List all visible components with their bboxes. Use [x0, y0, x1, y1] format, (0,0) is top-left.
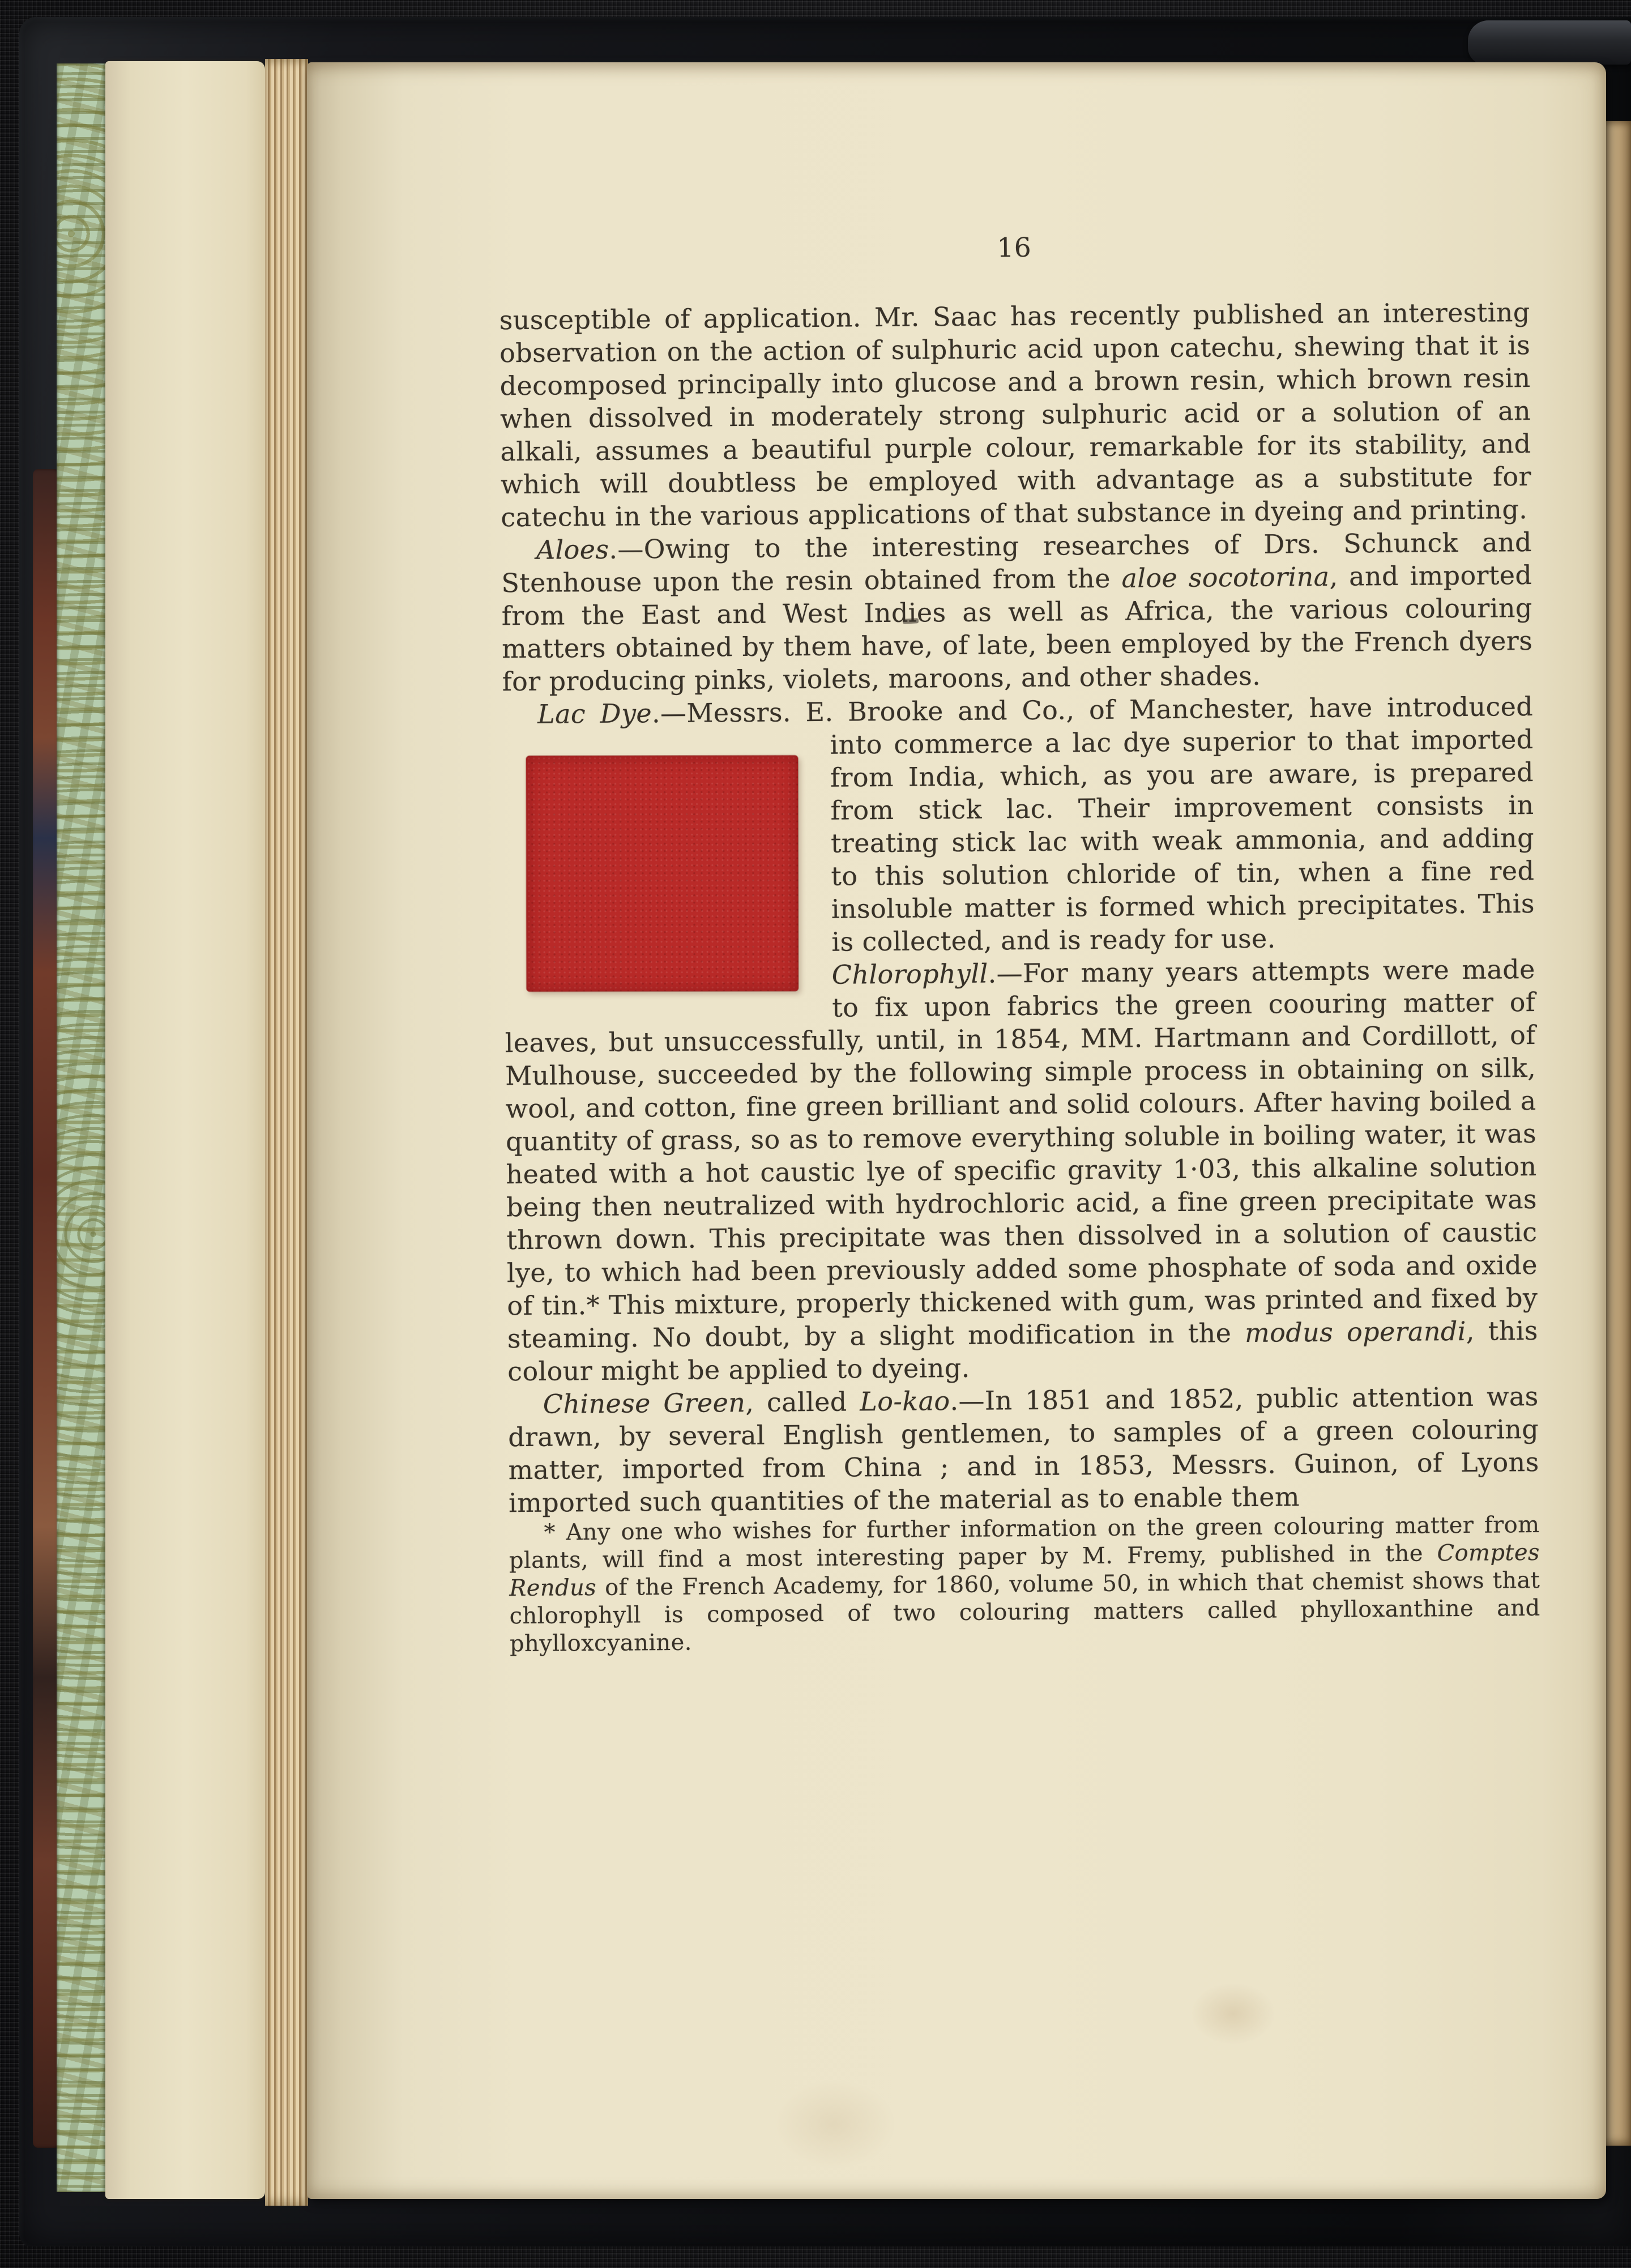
paragraph-chinese-green	[508, 1380, 1540, 1519]
lac-dye-fabric-swatch	[526, 756, 799, 992]
footnote-text-1: * Any one who wishes for further information on the green colouring matter from plants, will find a most interesting paper by M. Fremy, published in the	[509, 1511, 1540, 1574]
marbled-endpaper	[57, 63, 105, 2192]
footnote-text-2: of the French Academy, for 1860, volume 50, in which that chemist shows that chlorophyll is composed of two colouring matters called phylloxanthine and phylloxcyanine.	[509, 1567, 1540, 1657]
book-page	[307, 62, 1606, 2199]
paragraph-chlorophyll-text-1: .—For many years attempts were made to fix upon fabrics the green coouring matter of leaves, but unsuccessfully, until, in 1854, MM. Hartmann and Cordillott, of Mulhouse, succeeded by the following simple process in obtaining on silk, wool, and cotton, fine green brilliant and solid colours. After having boiled a quantity of grass, so as to remove everything soluble in boiling water, it was heated with a hot caustic lye of specific gravity 1·03, this alkaline solution being then neutralized with hydrochloric acid, a fine green precipitate was thrown down. This precipitate was then dissolved in a solution of caustic lye, to which had been previously added some phosphate of soda and oxide of tin.* This mixture, properly thickened with gum, was printed and fixed by steaming. No doubt, by a slight modification in the	[505, 953, 1538, 1354]
term-chlorophyll-italic: Chlorophyll	[831, 958, 988, 990]
page-stack-edges	[265, 59, 308, 2206]
page-number: 16	[997, 232, 1032, 264]
term-comptes-rendus-italic: Comptes Rendus	[509, 1539, 1540, 1602]
term-chinese-green-italic: Chinese Green	[543, 1387, 746, 1419]
paragraph-lac-dye-text-1: .—Messrs. E. Brooke and Co., of Manchester, have	[651, 692, 1387, 729]
paragraph-catechu-text: susceptible of application. Mr. Saac has recently published an interesting observation on the action of sulphuric acid upon catechu, shewing that it is decomposed principally into glucose and a brown resin, which brown resin when dissolved in moderately strong sulphuric acid or a solution of an alkali, assumes a beautiful purple colour, remarkable for its stability, and which will doubtless be employed with advantage as a substitute for catechu in the various applications of that substance in dyeing and printing.	[499, 297, 1532, 533]
paragraph-chlorophyll-text-2: , this colour might be applied to dyeing.	[507, 1315, 1538, 1387]
page-text-block	[300, 57, 1616, 2204]
term-lac-dye-italic: Lac Dye	[537, 698, 652, 730]
term-aloe-socotorina-italic: aloe socotorina	[1121, 561, 1330, 594]
footnote	[509, 1511, 1540, 1658]
paragraph-lac-dye-text-2: introduced into commerce a lac dye superior to that imported from India, which, as you are aware, is prepared from stick lac. Their improvement consists in treating stick lac with weak ammonia, and adding to this solution chloride of tin, when a fine red insoluble matter is formed which precipitates. This is collected, and is ready for use.	[830, 690, 1535, 957]
term-modus-operandi-italic: modus operandi	[1244, 1315, 1467, 1349]
paragraph-catechu	[499, 296, 1531, 534]
paragraph-aloes-text-2: , and imported from the East and West Indies as well as Africa, the various colouring matters obtained by them have, of late, been employed by the French dyers for producing pinks, violets, maroons, and other shades.	[501, 560, 1533, 697]
paragraph-chinese-green-text-2: .—In 1851 and 1852, public attention was drawn, by several English gentlemen, to samples of a green colouring matter, imported from China ; and in 1853, Messrs. Guinon, of Lyons imported such quantities of the material as to enable them	[507, 1380, 1539, 1519]
paragraph-chinese-green-text-1: , called	[745, 1386, 860, 1418]
flyleaf-page	[105, 61, 265, 2199]
paragraph-lac-dye	[502, 690, 1535, 961]
paragraph-chlorophyll	[505, 953, 1539, 1388]
term-aloes-italic: Aloes	[536, 534, 609, 565]
term-lo-kao-italic: Lo-kao	[860, 1385, 950, 1417]
paragraph-aloes	[501, 526, 1533, 698]
paragraph-aloes-text-1: .—Owing to the interesting researches of Drs. Schunck and Stenhouse upon the resin obtained from the	[501, 527, 1532, 599]
cover-marbled-leather-strip	[33, 469, 60, 2148]
